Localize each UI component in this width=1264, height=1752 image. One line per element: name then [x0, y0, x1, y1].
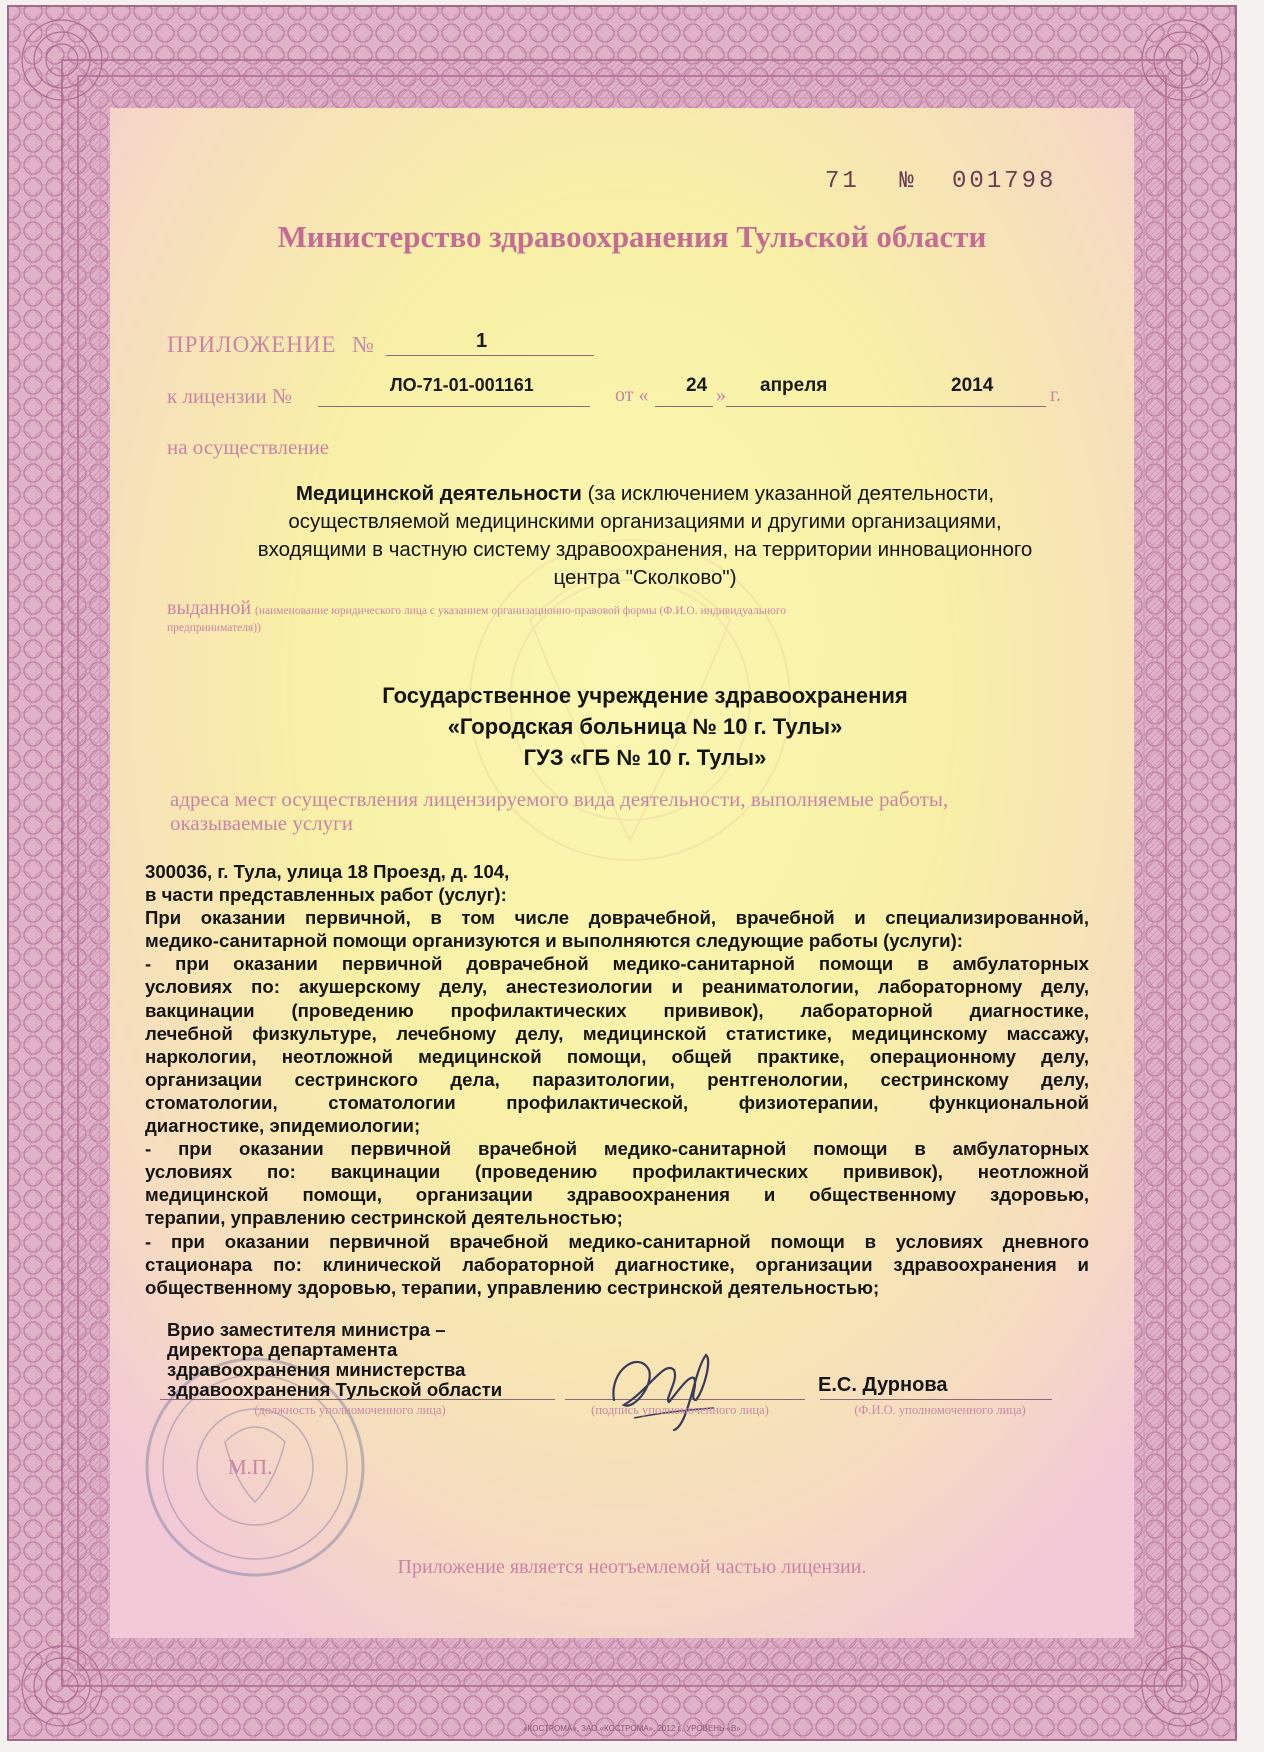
issued-block	[167, 597, 1055, 636]
activity-label: на осуществление	[167, 435, 330, 459]
issued-note-line-2: предпринимателя))	[167, 622, 261, 634]
addresses-label-line-1: адреса мест осуществления лицензируемого вида деятельности, выполняемые работы,	[170, 787, 949, 811]
license-number: ЛО-71-01-001161	[390, 375, 534, 395]
services-line: стоматологии, стоматологии профилактической, физиотерапии, функциональной	[145, 1091, 1089, 1113]
stamp-place-label: М.П.	[228, 1455, 273, 1479]
signature-image	[594, 1330, 734, 1440]
addresses-label-line-2: оказываемые услуги	[170, 811, 354, 835]
services-line: общественному здоровью, терапии, управлению сестринской деятельностью;	[145, 1276, 880, 1298]
appendix-number-sign: №	[352, 332, 374, 357]
signatory-position-line-4: здравоохранения Тульской области	[167, 1379, 503, 1400]
license-day: 24	[686, 375, 708, 396]
signatory-position-line-1: Врио заместителя министра –	[167, 1319, 446, 1340]
services-list	[145, 860, 1089, 1299]
appendix-number: 1	[476, 330, 488, 352]
organization-line-1: Государственное учреждение здравоохранения	[382, 683, 908, 708]
activity-line-4: центра "Сколково")	[553, 566, 737, 589]
footer-note: Приложение является неотъемлемой частью лицензии.	[397, 1556, 867, 1578]
activity-line-3: входящими в частную систему здравоохранения, на территории инновационного	[257, 538, 1033, 561]
printer-line: «КОСТРОМА», ЗАО «КОСТРОМА», 2012 г., УРОВЕНЬ «В»	[523, 1724, 741, 1733]
services-line: условиях по: вакцинации (проведению профилактических прививок), неотложной	[145, 1161, 1089, 1183]
serial-series: 71	[825, 168, 860, 195]
signatory-position-line-2: директора департамента	[167, 1339, 398, 1360]
services-line: вакцинации (проведению профилактических прививок), лабораторной диагностике,	[145, 999, 1089, 1021]
license-year-suffix: г.	[1050, 384, 1061, 406]
appendix-number-line	[386, 355, 594, 356]
serial-number	[825, 168, 1056, 195]
services-line: 300036, г. Тула, улица 18 Проезд, д. 104,	[145, 861, 510, 882]
license-number-line	[318, 406, 590, 407]
activity-bold: Медицинской деятельности	[295, 482, 582, 505]
appendix-label: ПРИЛОЖЕНИЕ	[167, 332, 337, 357]
services-line: стационара по: клинической лабораторной диагностике, организации здравоохранения и	[145, 1253, 1089, 1275]
caption-position: (должность уполномоченного лица)	[254, 1403, 446, 1417]
issued-note-line-1: (наименование юридического лица с указанием организационно-правовой формы (Ф.И.О. индивидуального	[255, 605, 787, 617]
organization-line-3: ГУЗ «ГБ № 10 г. Тулы»	[523, 745, 767, 770]
signatory-position-line-3: здравоохранения министерства	[167, 1359, 466, 1380]
services-line: диагностике, эпидемиологии;	[145, 1115, 421, 1137]
caption-signature: (подпись уполномоченного лица)	[591, 1403, 769, 1417]
issued-label: выданной	[167, 597, 252, 619]
addresses-label	[170, 787, 948, 835]
license-day-line	[655, 406, 713, 407]
services-line: наркологии, неотложной медицинской помощи, общей практике, операционному делу,	[145, 1045, 1089, 1067]
services-line: в части представленных работ (услуг):	[145, 884, 507, 906]
services-line: При оказании первичной, в том числе доврачебной, врачебной и специализированной,	[145, 907, 1089, 929]
signatory-position-line	[160, 1399, 555, 1400]
license-day-close: »	[716, 384, 726, 406]
license-month-year-line	[726, 406, 1046, 407]
serial-value: 001798	[952, 168, 1057, 195]
services-line: условиях по: акушерскому делу, анестезиологии и реаниматологии, лабораторному делу,	[145, 976, 1089, 998]
signatory-name: Е.С. Дурнова	[818, 1374, 948, 1396]
activity-line-1-rest: (за исключением указанной деятельности,	[581, 482, 995, 505]
services-line: - при оказании первичной врачебной медико-санитарной помощи в условиях дневного	[145, 1230, 1089, 1252]
services-line: лечебной физкультуре, лечебному делу, медицинской статистике, медицинскому массажу,	[145, 1022, 1089, 1044]
caption-name: (Ф.И.О. уполномоченного лица)	[854, 1403, 1026, 1417]
organization-name	[150, 680, 1140, 773]
license-label: к лицензии №	[167, 384, 293, 408]
signatory-name-line	[820, 1399, 1052, 1400]
services-line: терапии, управлению сестринской деятельностью;	[145, 1207, 623, 1229]
license-month: апреля	[760, 375, 828, 396]
activity-description	[150, 480, 1140, 592]
services-line: - при оказании первичной врачебной медико-санитарной помощи в амбулаторных	[145, 1138, 1089, 1160]
activity-line-1	[150, 480, 1140, 508]
services-line: организации сестринского дела, паразитологии, рентгенологии, сестринскому делу,	[145, 1068, 1089, 1090]
license-date-from-label: от «	[615, 384, 649, 406]
serial-number-sign: №	[899, 168, 917, 195]
license-year: 2014	[951, 375, 994, 396]
ministry-title: Министерство здравоохранения Тульской области	[277, 219, 987, 254]
services-line: медико-санитарной помощи организуются и выполняются следующие работы (услуги):	[145, 930, 963, 952]
organization-line-2: «Городская больница № 10 г. Тулы»	[447, 714, 843, 739]
services-line: - при оказании первичной доврачебной медико-санитарной помощи в амбулаторных	[145, 953, 1089, 975]
services-line: медицинской помощи, организации здравоохранения и общественному здоровью,	[145, 1184, 1089, 1206]
signatory-position	[167, 1320, 502, 1400]
activity-line-2: осуществляемой медицинскими организациями и другими организациями,	[288, 510, 1002, 533]
